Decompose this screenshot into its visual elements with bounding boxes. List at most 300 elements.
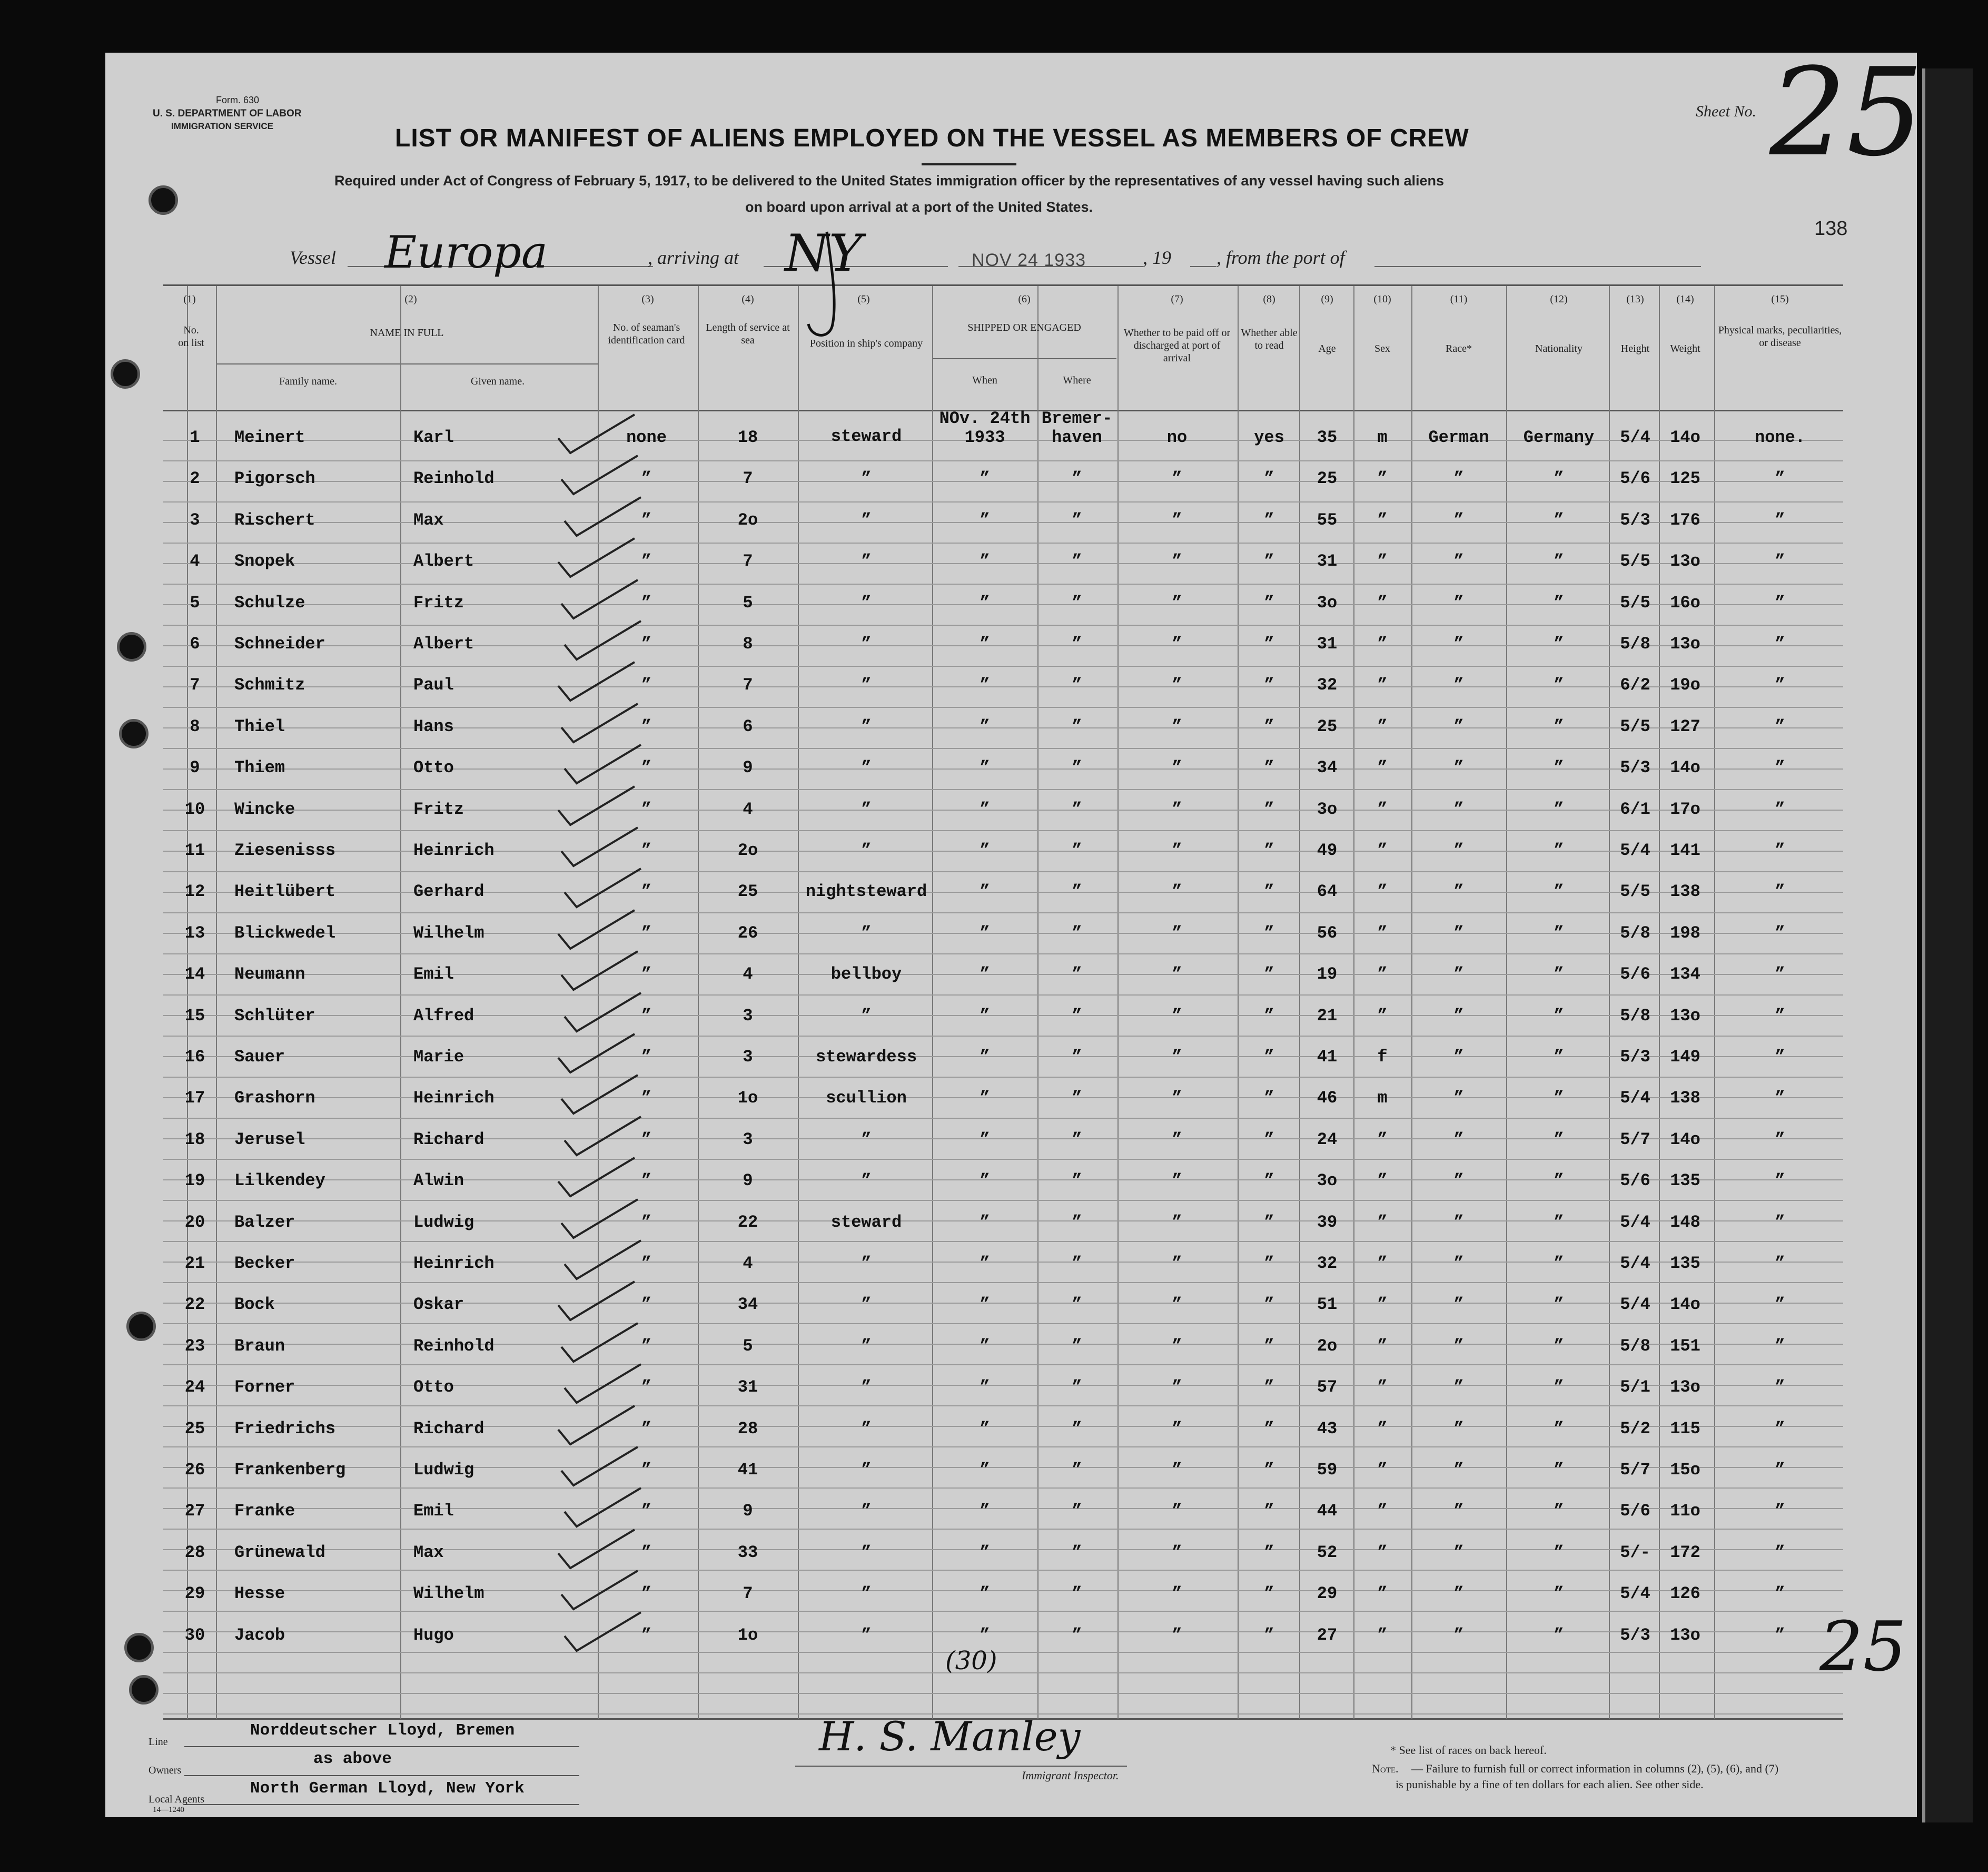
header-height: Height (1620, 343, 1650, 354)
where-ditto: ” (1072, 1254, 1082, 1273)
nationality-ditto: ” (1554, 1130, 1564, 1149)
physical-ditto: ” (1775, 1543, 1785, 1562)
row-number: 22 (184, 1295, 205, 1314)
column-number: (1) (183, 293, 196, 305)
where-ditto: ” (1072, 1213, 1082, 1232)
sex-ditto: ” (1377, 841, 1388, 860)
length-of-service: 25 (737, 882, 758, 901)
when-ditto: ” (980, 841, 990, 860)
id-card-ditto: ” (641, 634, 652, 654)
row-1-able-read: yes (1254, 428, 1284, 447)
total-note: (30) (945, 1646, 997, 1676)
position-ditto: ” (861, 1006, 872, 1026)
column-divider (400, 286, 401, 1719)
column-number: (14) (1676, 293, 1694, 305)
paid-off-ditto: ” (1172, 510, 1182, 530)
paid-off-ditto: ” (1172, 1295, 1182, 1314)
sex-ditto: ” (1377, 1006, 1388, 1026)
nationality-ditto: ” (1554, 1543, 1564, 1562)
height: 5/6 (1620, 469, 1650, 488)
able-read-ditto: ” (1264, 1047, 1274, 1067)
sex-ditto: ” (1377, 1419, 1388, 1439)
row-number: 18 (184, 1130, 205, 1149)
weight: 138 (1670, 882, 1700, 901)
race-ditto: ” (1453, 882, 1464, 901)
column-number: (12) (1550, 293, 1568, 305)
able-read-ditto: ” (1264, 1543, 1274, 1562)
given-name: Reinhold (413, 469, 494, 488)
race-ditto: ” (1453, 1088, 1464, 1108)
inspector-label: Immigrant Inspector. (1022, 1769, 1119, 1782)
row-number: 19 (184, 1171, 205, 1190)
weight: 13o (1670, 634, 1700, 654)
able-read-ditto: ” (1264, 469, 1274, 488)
nationality-ditto: ” (1554, 1419, 1564, 1439)
height: 5/4 (1620, 1254, 1650, 1273)
where-ditto: ” (1072, 964, 1082, 984)
paid-off-ditto: ” (1172, 1460, 1182, 1480)
family-name: Neumann (234, 964, 305, 984)
sex-ditto: ” (1377, 1460, 1388, 1480)
ruled-line (163, 1118, 1843, 1119)
column-divider (798, 286, 799, 1719)
physical-ditto: ” (1775, 1501, 1785, 1521)
given-name: Wilhelm (413, 923, 484, 943)
physical-ditto: ” (1775, 1088, 1785, 1108)
column-divider (698, 286, 699, 1719)
given-name: Alfred (413, 1006, 474, 1026)
family-name: Balzer (234, 1213, 295, 1232)
check-mark-icon (556, 536, 640, 583)
sex-ditto: ” (1377, 1336, 1388, 1356)
margin-sheet-number: 25 (1819, 1607, 1907, 1687)
page-number: 138 (1814, 218, 1848, 240)
given-name: Fritz (413, 593, 464, 613)
paid-off-ditto: ” (1172, 675, 1182, 695)
position-ditto: ” (861, 469, 872, 488)
where-ditto: ” (1072, 1006, 1082, 1026)
header-given-name: Given name. (470, 376, 525, 387)
column-number: (7) (1171, 293, 1183, 305)
length-of-service: 2o (737, 841, 758, 860)
ruled-line (163, 1405, 1843, 1406)
physical-ditto: ” (1775, 1171, 1785, 1190)
family-name: Jerusel (234, 1130, 305, 1149)
ruled-line (163, 994, 1843, 996)
paid-off-ditto: ” (1172, 1088, 1182, 1108)
able-read-ditto: ” (1264, 1006, 1274, 1026)
row-1-paid-off: no (1166, 428, 1188, 447)
header-able-read: Whether able to read (1241, 327, 1298, 351)
row-number: 23 (184, 1336, 205, 1356)
id-card-ditto: ” (641, 675, 652, 695)
row-number: 5 (190, 593, 200, 613)
when-ditto: ” (980, 1295, 990, 1314)
paid-off-ditto: ” (1172, 1213, 1182, 1232)
family-name: Braun (234, 1336, 285, 1356)
check-mark-icon (556, 908, 640, 955)
ruled-line (163, 543, 1843, 544)
year-label: , 19 (1143, 247, 1171, 268)
age: 56 (1317, 923, 1338, 943)
id-card-ditto: ” (641, 1006, 652, 1026)
ruled-line (163, 1364, 1843, 1365)
height: 5/2 (1620, 1419, 1650, 1439)
age: 3o (1317, 593, 1338, 613)
able-read-ditto: ” (1264, 717, 1274, 736)
footer-agents-underline (184, 1804, 579, 1805)
weight: 14o (1670, 1130, 1700, 1149)
where-ditto: ” (1072, 1584, 1082, 1603)
ruled-line (163, 1672, 1843, 1673)
ruled-line (163, 625, 1843, 626)
header-sex: Sex (1374, 343, 1390, 354)
nationality-ditto: ” (1554, 882, 1564, 901)
position-ditto: ” (861, 1543, 872, 1562)
weight: 151 (1670, 1336, 1700, 1356)
race-ditto: ” (1453, 1501, 1464, 1521)
height: 5/5 (1620, 551, 1650, 571)
height: 5/3 (1620, 510, 1650, 530)
length-of-service: 28 (737, 1419, 758, 1439)
physical-ditto: ” (1775, 1377, 1785, 1397)
check-mark-icon (562, 1114, 646, 1161)
id-card-ditto: ” (641, 593, 652, 613)
punch-hole (111, 359, 140, 389)
sex: m (1377, 1088, 1388, 1108)
position-ditto: ” (861, 923, 872, 943)
where-ditto: ” (1072, 634, 1082, 654)
row-number: 24 (184, 1377, 205, 1397)
height: 5/5 (1620, 717, 1650, 736)
footer-form-code: 14—1240 (153, 1806, 184, 1814)
age: 55 (1317, 510, 1338, 530)
id-card-ditto: ” (641, 1088, 652, 1108)
check-mark-icon (556, 659, 640, 707)
check-mark-icon (556, 1403, 640, 1451)
weight: 134 (1670, 964, 1700, 984)
ruled-line (163, 871, 1843, 872)
nationality-ditto: ” (1554, 510, 1564, 530)
sex-ditto: ” (1377, 593, 1388, 613)
family-name: Grünewald (234, 1543, 325, 1562)
able-read-ditto: ” (1264, 1088, 1274, 1108)
race-ditto: ” (1453, 1460, 1464, 1480)
length-of-service: 22 (737, 1213, 758, 1232)
family-name: Becker (234, 1254, 295, 1273)
position-ditto: ” (861, 1377, 872, 1397)
column-number: (9) (1321, 293, 1333, 305)
punch-hole (119, 719, 149, 748)
footer-line-label: Line (149, 1736, 168, 1748)
row-number: 21 (184, 1254, 205, 1273)
check-mark-icon (556, 784, 640, 831)
height: 5/4 (1620, 1584, 1650, 1603)
length-of-service: 5 (743, 1336, 753, 1356)
where-ditto: ” (1072, 800, 1082, 819)
nationality-ditto: ” (1554, 841, 1564, 860)
length-of-service: 26 (737, 923, 758, 943)
check-mark-icon (562, 742, 646, 790)
age: 3o (1317, 1171, 1338, 1190)
punch-hole (126, 1312, 156, 1341)
physical-ditto: ” (1775, 510, 1785, 530)
height: 6/1 (1620, 800, 1650, 819)
position: stewardess (815, 1047, 917, 1067)
length-of-service: 31 (737, 1377, 758, 1397)
physical-ditto: ” (1775, 1006, 1785, 1026)
check-mark-icon (556, 1031, 640, 1079)
nationality-ditto: ” (1554, 551, 1564, 571)
family-name: Meinert (234, 428, 305, 447)
punch-hole (149, 185, 178, 215)
age: 29 (1317, 1584, 1338, 1603)
sex-ditto: ” (1377, 1501, 1388, 1521)
footer-agents-label: Local Agents (149, 1794, 205, 1805)
ruled-line (163, 1077, 1843, 1078)
physical-ditto: ” (1775, 1047, 1785, 1067)
id-card-ditto: ” (641, 964, 652, 984)
ruled-line (163, 584, 1843, 585)
id-card-ditto: ” (641, 800, 652, 819)
race-ditto: ” (1453, 1213, 1464, 1232)
given-name: Max (413, 1543, 444, 1562)
given-name: Alwin (413, 1171, 464, 1190)
footer-owners-underline (184, 1775, 579, 1776)
nationality-ditto: ” (1554, 634, 1564, 654)
weight: 13o (1670, 1377, 1700, 1397)
header-position: Position in ship's company (809, 338, 923, 349)
row-number: 17 (184, 1088, 205, 1108)
header-family-name: Family name. (279, 376, 337, 387)
weight: 125 (1670, 469, 1700, 488)
where-ditto: ” (1072, 1171, 1082, 1190)
column-number: (8) (1263, 293, 1275, 305)
year-underline (1190, 266, 1216, 267)
position-ditto: ” (861, 675, 872, 695)
paid-off-ditto: ” (1172, 1584, 1182, 1603)
race-ditto: ” (1453, 800, 1464, 819)
id-card-ditto: ” (641, 1295, 652, 1314)
paid-off-ditto: ” (1172, 964, 1182, 984)
given-name: Heinrich (413, 1088, 494, 1108)
physical-ditto: ” (1775, 675, 1785, 695)
able-read-ditto: ” (1264, 1254, 1274, 1273)
physical-ditto: ” (1775, 1213, 1785, 1232)
ruled-line (163, 460, 1843, 461)
header-name-in-full: NAME IN FULL (370, 327, 444, 339)
ruled-line (163, 789, 1843, 790)
race-ditto: ” (1453, 551, 1464, 571)
ruled-line (163, 707, 1843, 708)
sex-ditto: ” (1377, 510, 1388, 530)
family-name: Heitlübert (234, 882, 336, 901)
when-ditto: ” (980, 1460, 990, 1480)
length-of-service: 9 (743, 758, 753, 777)
when-ditto: ” (980, 1047, 990, 1067)
length-of-service: 7 (743, 1584, 753, 1603)
sex-ditto: ” (1377, 1130, 1388, 1149)
race-ditto: ” (1453, 1543, 1464, 1562)
paid-off-ditto: ” (1172, 1501, 1182, 1521)
when-ditto: ” (980, 1377, 990, 1397)
sex-ditto: ” (1377, 634, 1388, 654)
row-number: 7 (190, 675, 200, 695)
id-card-ditto: ” (641, 1584, 652, 1603)
able-read-ditto: ” (1264, 841, 1274, 860)
when-ditto: ” (980, 758, 990, 777)
family-name: Friedrichs (234, 1419, 336, 1439)
when-ditto: ” (980, 1088, 990, 1108)
arriving-label: , arriving at (648, 247, 739, 268)
header-no-on-list: No. on list (178, 324, 204, 349)
race-ditto: ” (1453, 593, 1464, 613)
family-name: Ziesenisss (234, 841, 336, 860)
header-weight: Weight (1670, 343, 1700, 354)
row-number: 14 (184, 964, 205, 984)
age: 57 (1317, 1377, 1338, 1397)
length-of-service: 7 (743, 675, 753, 695)
races-note: * See list of races on back hereof. (1390, 1743, 1547, 1757)
height: 5/3 (1620, 1047, 1650, 1067)
length-of-service: 1o (737, 1625, 758, 1645)
physical-ditto: ” (1775, 923, 1785, 943)
height: 5/4 (1620, 428, 1650, 447)
table-top-rule (163, 284, 1843, 286)
weight: 141 (1670, 841, 1700, 860)
when-ditto: ” (980, 510, 990, 530)
where-ditto: ” (1072, 1088, 1082, 1108)
where-ditto: ” (1072, 1130, 1082, 1149)
paid-off-ditto: ” (1172, 717, 1182, 736)
nationality-ditto: ” (1554, 1213, 1564, 1232)
paid-off-ditto: ” (1172, 841, 1182, 860)
length-of-service: 4 (743, 1254, 753, 1273)
physical-ditto: ” (1775, 551, 1785, 571)
family-name: Lilkendey (234, 1171, 325, 1190)
age: 39 (1317, 1213, 1338, 1232)
sex-ditto: ” (1377, 923, 1388, 943)
race-ditto: ” (1453, 923, 1464, 943)
when-ditto: ” (980, 1543, 990, 1562)
length-of-service: 1o (737, 1088, 758, 1108)
row-1-when-2: 1933 (964, 428, 1005, 447)
able-read-ditto: ” (1264, 1460, 1274, 1480)
age: 51 (1317, 1295, 1338, 1314)
race-ditto: ” (1453, 1171, 1464, 1190)
where-ditto: ” (1072, 1295, 1082, 1314)
given-name: Hugo (413, 1625, 454, 1645)
physical-ditto: ” (1775, 1130, 1785, 1149)
family-name: Franke (234, 1501, 295, 1521)
row-1-id-card: none (626, 428, 667, 447)
nationality-ditto: ” (1554, 1171, 1564, 1190)
length-of-service: 3 (743, 1130, 753, 1149)
row-1-race: German (1428, 428, 1489, 447)
when-ditto: ” (980, 1130, 990, 1149)
height: 5/8 (1620, 1006, 1650, 1026)
position-ditto: ” (861, 634, 872, 654)
sheet-label: Sheet No. (1696, 103, 1756, 120)
punch-hole (117, 632, 146, 662)
where-ditto: ” (1072, 717, 1082, 736)
nationality-ditto: ” (1554, 923, 1564, 943)
physical-ditto: ” (1775, 1584, 1785, 1603)
ruled-line (163, 1570, 1843, 1571)
where-ditto: ” (1072, 469, 1082, 488)
paid-off-ditto: ” (1172, 1171, 1182, 1190)
row-1-sex: m (1377, 428, 1388, 447)
id-card-ditto: ” (641, 1336, 652, 1356)
when-ditto: ” (980, 1254, 990, 1273)
where-ditto: ” (1072, 1501, 1082, 1521)
row-number: 16 (184, 1047, 205, 1067)
where-ditto: ” (1072, 758, 1082, 777)
when-ditto: ” (980, 1625, 990, 1645)
column-number: (4) (741, 293, 754, 305)
check-mark-icon (559, 1072, 643, 1120)
footer-owners-label: Owners (149, 1765, 182, 1776)
given-name: Heinrich (413, 841, 494, 860)
paid-off-ditto: ” (1172, 1419, 1182, 1439)
sex-ditto: ” (1377, 469, 1388, 488)
id-card-ditto: ” (641, 469, 652, 488)
weight: 14o (1670, 428, 1700, 447)
race-ditto: ” (1453, 1047, 1464, 1067)
able-read-ditto: ” (1264, 800, 1274, 819)
punch-hole (129, 1675, 159, 1704)
id-card-ditto: ” (641, 1460, 652, 1480)
able-read-ditto: ” (1264, 1171, 1274, 1190)
able-read-ditto: ” (1264, 923, 1274, 943)
sex-ditto: ” (1377, 551, 1388, 571)
given-name: Otto (413, 1377, 454, 1397)
physical-ditto: ” (1775, 1336, 1785, 1356)
age: 52 (1317, 1543, 1338, 1562)
paid-off-ditto: ” (1172, 551, 1182, 571)
age: 31 (1317, 634, 1338, 654)
family-name: Bock (234, 1295, 275, 1314)
paid-off-ditto: ” (1172, 758, 1182, 777)
ruled-line (163, 953, 1843, 954)
header-length-service: Length of service at sea (706, 322, 790, 346)
row-1-where-2: haven (1051, 428, 1102, 447)
check-mark-icon (556, 1279, 640, 1326)
age: 49 (1317, 841, 1338, 860)
inspector-signature: H. S. Manley (819, 1713, 1081, 1760)
sheet-number: 25 (1769, 43, 1924, 183)
sex-ditto: ” (1377, 1213, 1388, 1232)
header-seaman-id: No. of seaman's identification card (608, 322, 685, 346)
length-of-service: 7 (743, 469, 753, 488)
age: 27 (1317, 1625, 1338, 1645)
sex-ditto: ” (1377, 1377, 1388, 1397)
paid-off-ditto: ” (1172, 469, 1182, 488)
column-number: (11) (1450, 293, 1468, 305)
height: 5/4 (1620, 841, 1650, 860)
height: 5/5 (1620, 593, 1650, 613)
row-number: 25 (184, 1419, 205, 1439)
row-number: 26 (184, 1460, 205, 1480)
id-card-ditto: ” (641, 1047, 652, 1067)
position-ditto: ” (861, 1460, 872, 1480)
when-ditto: ” (980, 551, 990, 571)
length-of-service: 9 (743, 1171, 753, 1190)
given-name: Albert (413, 551, 474, 571)
row-number: 1 (190, 428, 200, 447)
id-card-ditto: ” (641, 1543, 652, 1562)
where-ditto: ” (1072, 675, 1082, 695)
